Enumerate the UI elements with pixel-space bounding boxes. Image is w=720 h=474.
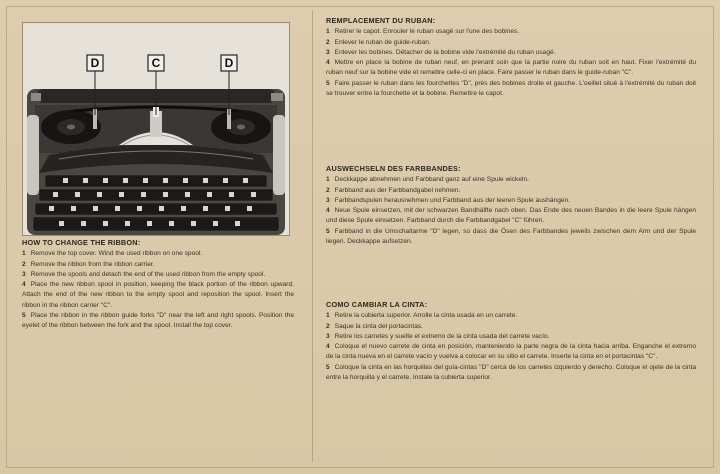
step-item [22, 311, 294, 332]
section-french [326, 16, 696, 99]
step-text: Coloque la cinta en las horquillas del guía-cintas "D" cerca de los carretes izquierdo y derecho. Coloque el ojete de la cinta entre la horquilla y el carrete. Instale la cubierta superior. [326, 363, 696, 382]
step-item [326, 38, 696, 48]
step-text: Remove the ribbon from the ribbon carrier. [30, 260, 155, 268]
section-spanish [326, 300, 696, 383]
step-text: Enlever le ruban de guide-ruban. [334, 38, 431, 46]
step-text: Coloque el nuevo carrete de cinta en posición, manteniendo la parte negra de la cinta hacia arriba. Enganche el extremo de la cinta nueva en el carrete vacío y vuelva a colocar en su sitio el carrete. Inserte la cinta en el portacintas "C". [326, 343, 696, 361]
step-text: Farbband in die Umschaltarme "D" legen, so dass die Ösen des Farbbandes jeweils zwischen dem Arm und der Spule liegen. Deckkappe aufsetzen. [326, 227, 696, 246]
step-number: 5 [326, 227, 330, 235]
step-text: Retirer le capot. Enrouler le ruban usagé sur l'une des bobines. [334, 28, 520, 36]
step-item [326, 175, 696, 185]
step-item [326, 342, 696, 363]
step-number: 2 [326, 38, 330, 46]
step-item [22, 249, 294, 259]
column-divider [312, 10, 313, 462]
step-text: Faire passer le ruban dans les fourchettes "D", près des bobines droite et gauche. L'oeillet situé à l'extrémité du ruban doit se trouver entre la fourchette et la bobine. Remettre le capot. [326, 79, 696, 98]
step-text: Place the new ribbon spool in position, keeping the black portion of the ribbon upward. Attach the end of the new ribbon to the empty spool and reposition the spool. Insert the ribbon in the ribbon carrier "C". [22, 281, 294, 309]
step-number: 3 [326, 332, 330, 340]
step-item [22, 260, 294, 270]
section-title: AUSWECHSELN DES FARBBANDES: [326, 164, 461, 173]
step-text: Remove the top cover. Wind the used ribbon on one spool. [30, 250, 203, 258]
step-number: 5 [326, 79, 330, 87]
step-number: 1 [326, 176, 330, 184]
step-text: Retire los carretes y suelte el extremo de la cinta usada del carrete vacío. [334, 332, 550, 340]
section-german [326, 164, 696, 247]
step-number: 5 [326, 363, 330, 371]
section-english [22, 238, 294, 332]
step-number: 1 [22, 250, 26, 258]
step-number: 3 [22, 270, 26, 278]
step-item [326, 79, 696, 100]
step-number: 4 [326, 59, 330, 67]
step-number: 5 [22, 312, 26, 320]
step-item [326, 27, 696, 37]
step-item [22, 280, 294, 311]
step-text: Remove the spools and detach the end of the used ribbon from the empty spool. [30, 270, 266, 278]
step-number: 4 [326, 207, 330, 215]
step-item [326, 196, 696, 206]
step-text: Farbband aus der Farbbandgabel nehmen. [334, 186, 461, 194]
step-number: 4 [326, 343, 330, 351]
step-text: Enlever les bobines. Détacher de la bobine vide l'extrémité du ruban usagé. [334, 48, 556, 56]
step-text: Neue Spule einsetzen, mit der schwarzen Bandhälfte nach oben. Das Ende des neuen Bandes in die leere Spule hängen und diese Spule einsetzen. Farbband durch die Farbbandgabel "C" führen. [326, 207, 696, 225]
step-text: Retire la cubierta superior. Arrolle la cinta usada en un carrete. [334, 312, 518, 320]
step-item [326, 206, 696, 227]
step-item [326, 311, 696, 321]
section-title: HOW TO CHANGE THE RIBBON: [22, 238, 141, 247]
step-item [326, 58, 696, 79]
label-d-right: D [224, 56, 234, 70]
step-item [22, 270, 294, 280]
step-number: 2 [326, 186, 330, 194]
section-title: COMO CAMBIAR LA CINTA: [326, 300, 428, 309]
typewriter-photo [22, 22, 290, 236]
step-text: Place the ribbon in the ribbon guide forks "D" near the left and right spools. Position the eyelet of the ribbon between the fork and the spool. Install the top cover. [22, 312, 294, 330]
section-title: REMPLACEMENT DU RUBAN: [326, 16, 436, 25]
step-number: 4 [22, 281, 26, 289]
step-number: 2 [326, 322, 330, 330]
step-item [326, 227, 696, 248]
step-item [326, 322, 696, 332]
step-number: 3 [326, 196, 330, 204]
step-item [326, 48, 696, 58]
step-text: Saque la cinta del portacintas. [334, 322, 424, 330]
step-text: Deckkappe abnehmen und Farbband ganz auf eine Spule wickeln. [334, 176, 529, 184]
step-text: Farbbandspulen herausnehmen und Farbband aus der leeren Spule aushängen. [334, 196, 571, 204]
step-number: 2 [22, 260, 26, 268]
step-text: Mettre en place la bobine de ruban neuf, en prenant soin que la partie noire du ruban soit en haut. Fixer l'extrémité du ruban neuf sur la bobine vide et remettre celle-ci en place. Faire passer le ruban dans le guide-ruban "C". [326, 59, 696, 77]
step-number: 3 [326, 48, 330, 56]
label-d-left: D [90, 56, 100, 70]
step-item [326, 332, 696, 342]
label-c: C [151, 56, 161, 70]
step-item [326, 186, 696, 196]
step-number: 1 [326, 312, 330, 320]
step-number: 1 [326, 28, 330, 36]
step-item [326, 363, 696, 384]
